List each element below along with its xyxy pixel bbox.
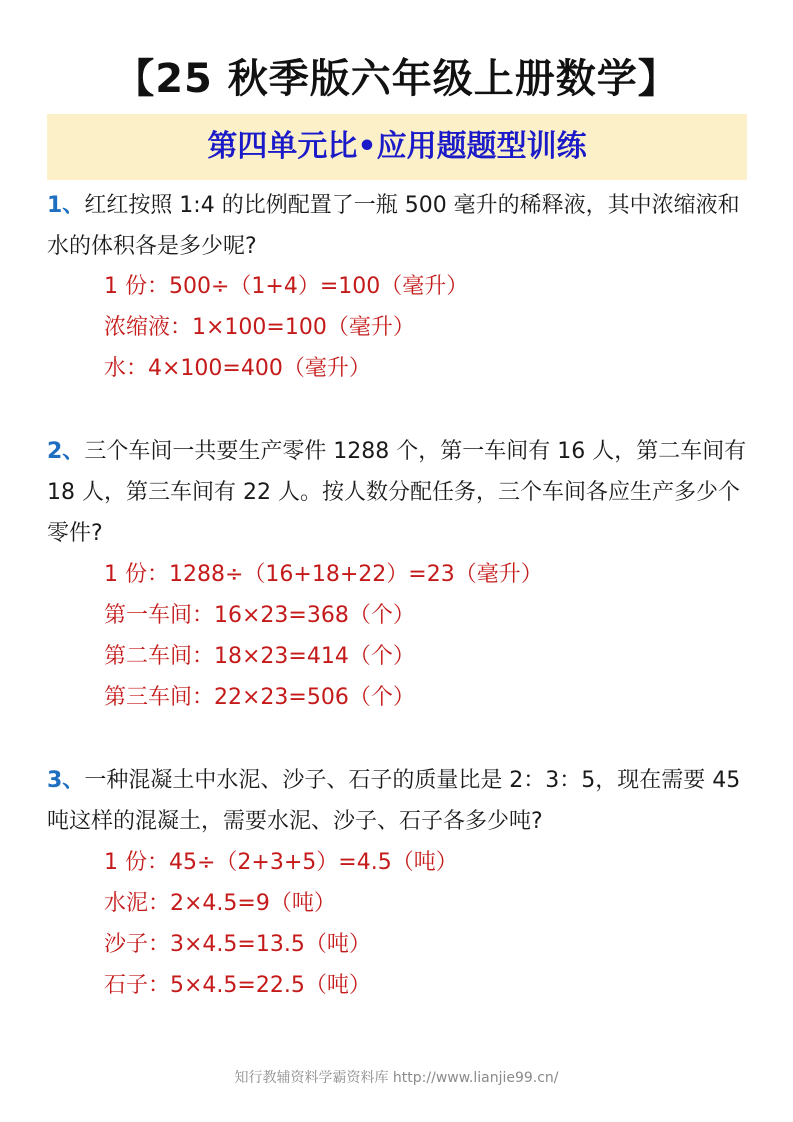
answer-line: 1 份：1288÷（16+18+22）=23（毫升） — [104, 562, 543, 587]
problem-text: 红红按照 1:4 的比例配置了一瓶 500 毫升的稀释液，其中浓缩液和水的体积各是多少呢? — [47, 193, 740, 259]
answer-line: 第二车间：18×23=414（个） — [104, 644, 415, 669]
section-subtitle: 第四单元比•应用题题型训练 — [207, 129, 587, 164]
problem-1-answers — [104, 266, 744, 389]
answer-line: 1 份：500÷（1+4）=100（毫升） — [104, 274, 469, 299]
subtitle-band — [47, 114, 747, 180]
page-title: 【25 秋季版六年级上册数学】 — [114, 56, 679, 102]
problem-number: 3、 — [47, 768, 85, 793]
problem-number: 1、 — [47, 193, 85, 218]
problem-1-question — [47, 185, 749, 267]
answer-line: 水泥：2×4.5=9（吨） — [104, 891, 336, 916]
problem-2-question — [47, 431, 749, 554]
problem-3-question — [47, 760, 749, 842]
problem-3-answers — [104, 842, 744, 1006]
problem-2-answers — [104, 554, 744, 718]
answer-line: 浓缩液：1×100=100（毫升） — [104, 315, 415, 340]
answer-line: 第三车间：22×23=506（个） — [104, 685, 415, 710]
answer-line: 第一车间：16×23=368（个） — [104, 603, 415, 628]
answer-line: 沙子：3×4.5=13.5（吨） — [104, 932, 371, 957]
problem-text: 一种混凝土中水泥、沙子、石子的质量比是 2：3：5，现在需要 45 吨这样的混凝土，需要水泥、沙子、石子各多少吨? — [47, 768, 741, 834]
answer-line: 1 份：45÷（2+3+5）=4.5（吨） — [104, 850, 458, 875]
problem-number: 2、 — [47, 439, 85, 464]
answer-line: 水：4×100=400（毫升） — [104, 356, 371, 381]
footer-watermark: 知行教辅资料学霸资料库 http://www.lianjie99.cn/ — [234, 1070, 559, 1086]
answer-line: 石子：5×4.5=22.5（吨） — [104, 973, 371, 998]
problem-text: 三个车间一共要生产零件 1288 个，第一车间有 16 人，第二车间有 18 人，第三车间有 22 人。按人数分配任务，三个车间各应生产多少个零件? — [47, 439, 747, 546]
